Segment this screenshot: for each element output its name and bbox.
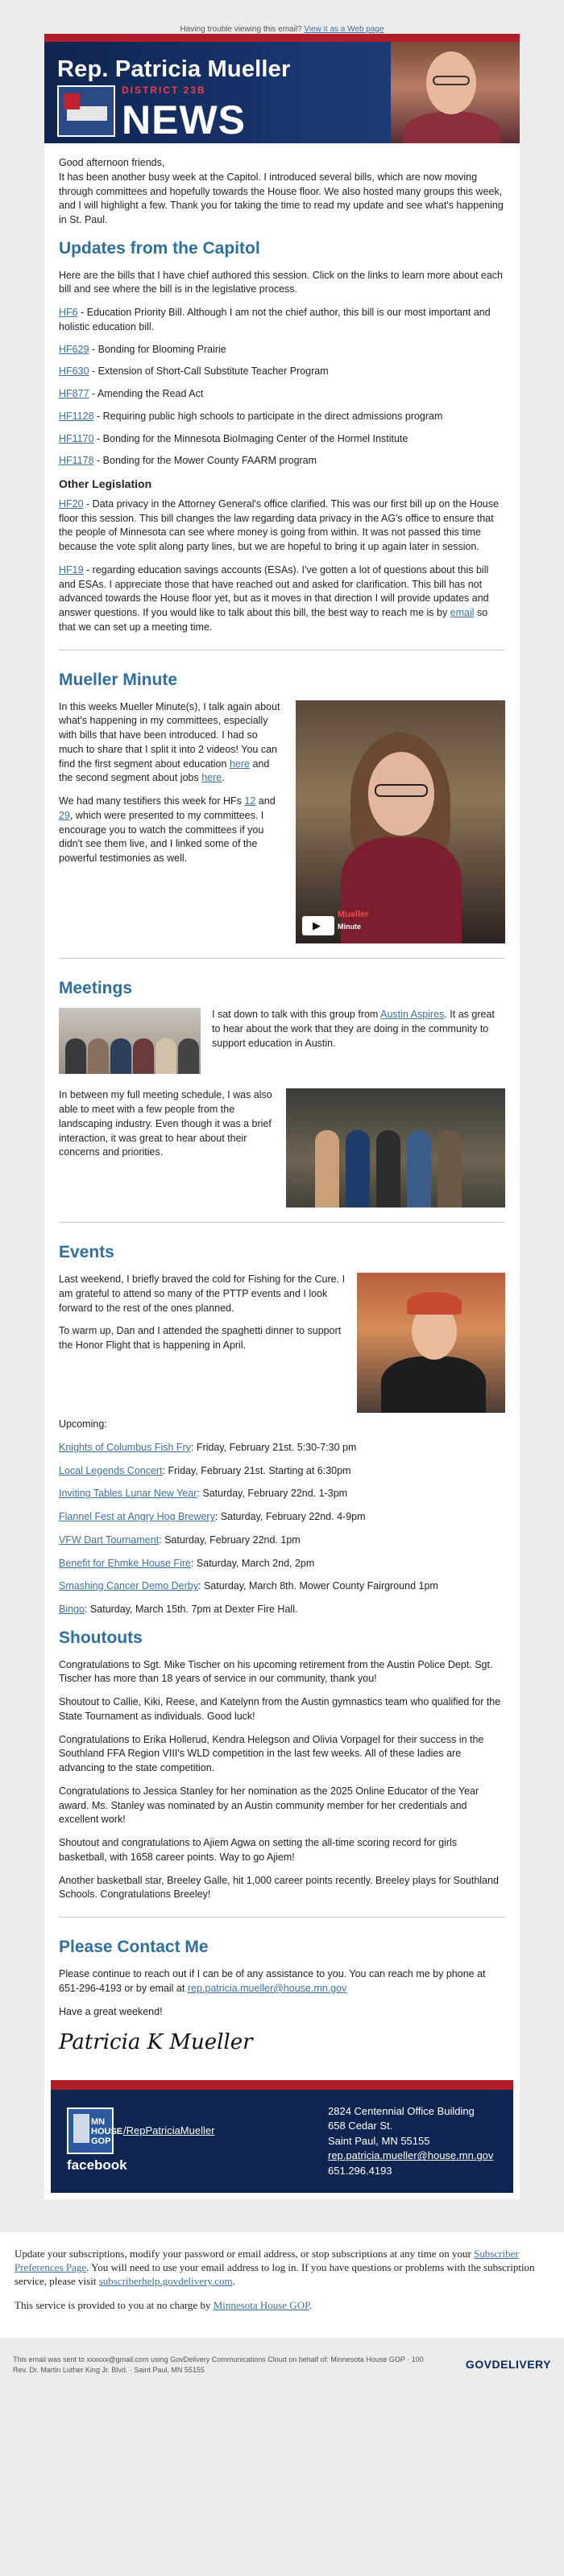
trouble-viewing-notice: Having trouble viewing this email? View it as a Web page [180,25,384,34]
bill-link[interactable]: HF1178 [59,455,94,467]
austin-aspires-photo [59,1008,201,1074]
event-link[interactable]: Benefit for Ehmke House Fire [59,1557,191,1569]
upcoming-event-item: Bingo: Saturday, March 15th. 7pm at Dexter Fire Hall. [59,1604,298,1616]
section-divider [59,958,505,959]
minnesota-flag-icon [57,85,115,137]
subscription-notice: Update your subscriptions, modify your password or email address, or stop subscriptions at any time on your Subscriber Preferences Page. You will need to use your email address to log in. If you have questions or problems with the subscription service, please visit subscriberhelp.govdelivery.com. This service is provided to you at no charge by Minnesota House GOP. [0,2232,564,2338]
play-icon [302,916,334,935]
shoutout-item: Congratulations to Jessica Stanley for her nomination as the 2025 Online Educator of the Year award. Ms. Stanley was nominated by an Austin community member for her credentials and excellent work! [59,1785,479,1826]
jobs-video-link[interactable]: here [201,772,222,784]
shoutout-item: Another basketball star, Breeley Galle, hit 1,000 career points recently. Breeley plays for Southland Schools. Congratulations Breeley! [59,1874,499,1901]
view-as-webpage-link[interactable]: View it as a Web page [304,25,384,34]
shoutout-item: Shoutout and congratulations to Ajiem Agwa on setting the all-time scoring record for girls basketball, with 1658 career points. Way to go Ajiem! [59,1837,458,1863]
landscaping-text: In between my full meeting schedule, I was also able to meet with a few people from the landscaping industry. Even though it was a brief interaction, it was great to hear about their concerns and priorities. [59,1089,272,1158]
bill-item: HF1128 - Requiring public high schools to participate in the direct admissions program [59,410,443,422]
bill-link[interactable]: HF6 [59,307,78,319]
representative-portrait [391,42,520,143]
upcoming-events-list [59,1441,505,1617]
bill-link[interactable]: HF1170 [59,432,94,444]
event-link[interactable]: VFW Dart Tournament [59,1534,160,1546]
upcoming-event-item: Knights of Columbus Fish Fry: Friday, February 21st. 5:30-7:30 pm [59,1441,357,1453]
event-link[interactable]: Bingo [59,1604,85,1616]
hf19-link[interactable]: HF19 [59,564,84,576]
mueller-minute-video-thumbnail[interactable] [296,700,505,943]
portrait-body [404,111,500,143]
bill-link[interactable]: HF1128 [59,410,94,422]
austin-aspires-row: I sat down to talk with this group from Austin Aspires. It as great to hear about the work that they are doing in the community to support education in Austin. [59,1008,505,1074]
hf20-item: HF20 - Data privacy in the Attorney General's office clarified. This was our first bill up on the House floor this session. This bill changes the law regarding data privacy in the AG's office to ensure that the people of Minnesota can see where money is going from within. It was not passed this time because the vote split along party lines, but we are hopeful to bring it up again later in session. [59,497,499,553]
hf12-link[interactable]: 12 [244,795,256,807]
hf20-link[interactable]: HF20 [59,497,84,510]
mueller-minute-text: In this weeks Mueller Minute(s), I talk again about what's happening in my committees, especially with bills that have been introduced. I had so much to share that I split it into 2 videos! You can find the first segment about education here and the second segment about jobs here. We had many testifiers this week for HFs 12 and 29, which were presented to my committees. I encourage you to watch the committees if you didn't see them live, and I linked some of the powerful testimonies as well. [59,700,280,864]
govdelivery-logo[interactable]: GOVDELIVERY [465,2357,551,2371]
footer-email-link[interactable]: rep.patricia.mueller@house.mn.gov [328,2149,494,2162]
section-divider [59,1222,505,1223]
bill-item: HF629 - Bonding for Blooming Prairie [59,343,226,355]
bill-link[interactable]: HF630 [59,365,89,378]
facebook-icon[interactable]: facebook [67,2157,127,2174]
fishing-text: Last weekend, I briefly braved the cold for Fishing for the Cure. I am grateful to attend so many of the PTTP events and I look forward to the rest of the ones planned. [59,1274,346,1314]
shoutout-item: Shoutout to Callie, Kiki, Reese, and Katelynn from the Austin gymnastics team who qualified for the State Tournament as individuals. Good luck! [59,1696,501,1722]
bill-link[interactable]: HF877 [59,388,89,400]
intro-text: Good afternoon friends, It has been another busy week at the Capitol. I introduced several bills, which are now moving through committees and hopefully towards the House floor. We also hosted many groups this week, and I will highlight a few. Thank you for taking the time to read my update and see what's happening in St. Paul. [59,157,504,225]
event-link[interactable]: Flannel Fest at Angry Hog Brewery [59,1511,215,1523]
upcoming-event-item: Benefit for Ehmke House Fire: Saturday, March 2nd, 2pm [59,1557,315,1569]
closing-text: Have a great weekend! [59,2005,163,2017]
upcoming-event-item: Flannel Fest at Angry Hog Brewery: Saturday, February 22nd. 4-9pm [59,1511,366,1523]
hf29-link[interactable]: 29 [59,809,70,821]
event-link[interactable]: Smashing Cancer Demo Derby [59,1580,198,1592]
banner-title: Rep. Patricia Mueller [57,56,291,82]
govdelivery-footer: This email was sent to xxxxxx@gmail.com using GovDelivery Communications Cloud on behalf of: Minnesota House GOP · 100 Rev. Dr. Martin Luther King Jr. Blvd. · Saint Paul, MN 55155 GOVDELIVERY [13,2355,551,2374]
bill-item: HF1178 - Bonding for the Mower County FAARM program [59,455,317,467]
fishing-for-the-cure-photo [357,1273,505,1413]
shoutout-item: Congratulations to Sgt. Mike Tischer on his upcoming retirement from the Austin Police Dept. Sgt. Tischer has more than 18 years of service in our community, thank you! [59,1658,493,1685]
mueller-minute-logo: Mueller Minute [338,910,369,931]
events-heading: Events [59,1243,114,1262]
portrait-glasses [433,76,470,85]
banner-district: DISTRICT 23B [122,85,206,96]
bill-list [59,306,505,469]
spaghetti-text: To warm up, Dan and I attended the spaghetti dinner to support the Honor Flight that is happening in April. [59,1325,342,1352]
landscaping-group-photo [286,1088,505,1208]
landscaping-row [59,1088,505,1208]
contact-email-link[interactable]: rep.patricia.mueller@house.mn.gov [187,1982,347,1994]
education-video-link[interactable]: here [229,758,250,770]
event-link[interactable]: Inviting Tables Lunar New Year [59,1488,197,1500]
other-legislation-heading: Other Legislation [59,477,152,491]
bill-item: HF6 - Education Priority Bill. Although I am not the chief author, this bill is our most important and holistic education bill. [59,307,491,332]
events-row [59,1273,505,1413]
capitol-heading: Updates from the Capitol [59,238,260,258]
austin-aspires-link[interactable]: Austin Aspires [380,1009,445,1021]
mueller-minute-heading: Mueller Minute [59,670,178,689]
bill-link[interactable]: HF629 [59,343,89,355]
subscriber-help-link[interactable]: subscriberhelp.govdelivery.com [98,2275,233,2288]
newsletter-banner [44,34,520,143]
upcoming-label: Upcoming: [59,1418,107,1430]
contact-heading: Please Contact Me [59,1938,209,1957]
office-address: 2824 Centennial Office Building 658 Cedar St. Saint Paul, MN 55155 rep.patricia.mueller@house.mn.gov 651.296.4193 [328,2104,497,2178]
event-link[interactable]: Local Legends Concert [59,1464,163,1476]
event-link[interactable]: Knights of Columbus Fish Fry [59,1441,191,1453]
meetings-heading: Meetings [59,978,133,997]
shoutout-item: Congratulations to Erika Hollerud, Kendra Helegson and Olivia Vorpagel for their success in the Southland FFA Region VIII's WLD competition in the last few weeks. All of these ladies are advancing to the state competition. [59,1733,484,1774]
upcoming-event-item: Smashing Cancer Demo Derby: Saturday, March 8th. Mower County Fairground 1pm [59,1580,438,1592]
upcoming-event-item: Local Legends Concert: Friday, February 21st. Starting at 6:30pm [59,1464,351,1476]
hf19-item: HF19 - regarding education savings accounts (ESAs). I've gotten a lot of questions about this bill and ESAs. I appreciate those that have reached out and asked for clarification. This bill has not advanced towards the House floor yet, but as it moves in that direction I will provide updates and answer questions. If you would like to talk about this bill, the best way to reach me is by email so that we can set up a meeting time. [59,564,489,633]
mn-house-gop-link[interactable]: Minnesota House GOP [213,2298,309,2311]
signature: Patricia K Mueller [59,2030,253,2055]
shoutouts-list [59,1658,505,1903]
mueller-minute-row [59,700,505,943]
shoutouts-heading: Shoutouts [59,1628,143,1647]
upcoming-event-item: VFW Dart Tournament: Saturday, February 22nd. 1pm [59,1534,301,1546]
banner-news: NEWS [122,97,246,142]
mn-house-gop-logo: MN HOUSE GOP [67,2107,114,2154]
email-link[interactable]: email [450,607,475,619]
newsletter [44,34,520,2199]
section-divider [59,1917,505,1918]
upcoming-event-item: Inviting Tables Lunar New Year: Saturday, February 22nd. 1-3pm [59,1488,348,1500]
facebook-handle-link[interactable]: /RepPatriciaMueller [123,2124,215,2136]
newsletter-footer [44,2070,520,2199]
bill-item: HF630 - Extension of Short-Call Substitute Teacher Program [59,365,329,378]
bill-item: HF877 - Amending the Read Act [59,388,204,400]
subscriber-preferences-link[interactable]: Subscriber Preferences Page [15,2248,519,2274]
bill-item: HF1170 - Bonding for the Minnesota BioImaging Center of the Hormel Institute [59,432,408,444]
newsletter-body: Good afternoon friends, It has been another busy week at the Capitol. I introduced several bills, which are now moving through committees and hopefully towards the House floor. We also hosted many groups this week, and I will highlight a few. Thank you for taking the time to read my update and see what's happening in St. Paul. Updates from the Capitol Here are the bills that I have chief authored this session. Click on the links to learn more about each bill and see where the bill is in the legislative process. HF6 - Education Priority Bill. Although I am not the chief author, this bill is our most important and holistic education bill. HF629 - Bonding for Blooming Prairie HF630 - Extension of Short-Call Substitute Teacher Program HF877 - Amending the Read Act HF1128 - Requiring public high schools to participate in the direct admissions program HF1170 - Bonding for the Minnesota BioImaging Center of the Hormel Institute HF1178 - Bonding for the Mower County FAARM program Other Legislation HF20 - Data privacy in the Attorney General's office clarified. This was our first bill up on the House floor this session. This bill changes the law regarding data privacy in the AG's office to ensure that the people of Minnesota can see where money is going from within. It was not passed this time because the vote split along party lines, but we are hopeful to bring it up again later in session. HF19 - regarding education savings accounts (ESAs). I've gotten a lot of questions about this bill and ESAs. I appreciate those that have reached out and asked for clarification. This bill has not advanced towards the House floor yet, but as it moves in that direction I will provide updates and answer questions. If you would like to talk about this bill, the best way to reach me is by email so that we can set up a meeting time. Mueller Minute In this weeks Mueller Minute(s), I talk again about what's happening in my committees, especially with bills that have been introduced. I had so much to share that I split it into 2 videos! You can find the first segment about education here and the second segment about jobs here. We had many testifiers this week for HFs 12 and 29, which were presented to my committees. I encourage you to watch the committees if you didn't see them live, and I linked some of the powerful testimonies as well. ▶ Mueller Minute Meetings I sat down to talk with this group from Austin Aspires. It as great to hear about the work that they are doing in the community to support education in Austin. In between my full meeting schedule, I was also able to meet with a few people from the landscaping industry. Even though it was a brief interaction, it was great to hear about their concerns and priorities. Events Last weekend, I briefly braved the cold for Fishing for the Cure. I am grateful to attend so many of the PTTP events and I look forward to the rest of the ones planned. To warm up, Dan and I attended the spaghetti dinner to support the Honor Flight that is happening in April. Upcoming: Knights of Columbus Fish Fry: Friday, February 21st. 5:30-7:30 pm Local Legends Concert: Friday, February 21st. Starting at 6:30pm Inviting Tables Lunar New Year: Saturday, February 22nd. 1-3pm Flannel Fest at Angry Hog Brewery: Saturday, February 22nd. 4-9pm VFW Dart Tournament: Saturday, February 22nd. 1pm Benefit for Ehmke House Fire: Saturday, March 2nd, 2pm Smashing Cancer Demo Derby: Saturday, March 8th. Mower County Fairground 1pm Bingo: Saturday, March 15th. 7pm at Dexter Fire Hall. Shoutouts Congratulations to Sgt. Mike Tischer on his upcoming retirement from the Austin Police Dept. Sgt. Tischer has more than 18 years of service in our community, thank you! Shoutout to Callie, Kiki, Reese, and Katelynn from the Austin gymnastics team who qualified for the State Tournament as individuals. Good luck! Congratulations to Erika Hollerud, Kendra Helegson and Olivia Vorpagel for their success in the Southland FFA Region VIII's WLD competition in the last few weeks. All of these ladies are advancing to the state competition. Congratulations to Jessica Stanley for her nomination as the 2025 Online Educator of the Year award. Ms. Stanley was nominated by an Austin community member for her credentials and excellent work! Shoutout and congratulations to Ajiem Agwa on setting the all-time scoring record for girls basketball, with 1658 career points. Way to go Ajiem! Another basketball star, Breeley Galle, hit 1,000 career points recently. Breeley plays for Southland Schools. Congratulations Breeley! Please Contact Me Please continue to reach out if I can be of any assistance to you. You can reach me by phone at 651-296-4193 or by email at rep.patricia.mueller@house.mn.gov Have a great weekend! Patricia K Mueller [44,143,520,2070]
capitol-lead: Here are the bills that I have chief authored this session. Click on the links to learn more about each bill and see where the bill is in the legislative process. [59,269,503,295]
